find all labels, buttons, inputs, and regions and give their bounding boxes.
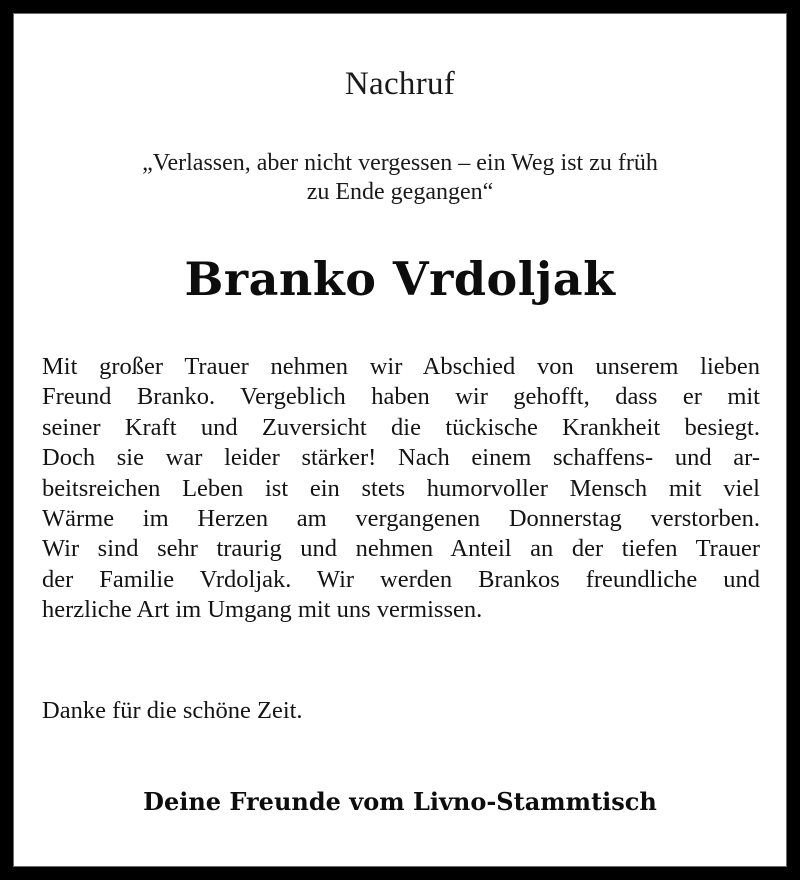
notice-heading: Nachruf [344, 66, 456, 102]
body-line: Doch sie war leider stärker! Nach einem schaffens- und ar- [42, 444, 760, 472]
deceased-name: Branko Vrdoljak [184, 252, 616, 306]
body-line: Wärme im Herzen am vergangenen Donnerstag verstorben. [42, 504, 760, 532]
body-line: seiner Kraft und Zuversicht die tückische Krankheit besiegt. [42, 413, 760, 441]
quote-line: „Verlassen, aber nicht vergessen – ein Weg ist zu früh [142, 150, 658, 176]
body-line: Freund Branko. Vergeblich haben wir gehofft, dass er mit [42, 383, 760, 411]
body-line: Wir sind sehr traurig und nehmen Anteil an der tiefen Trauer [42, 535, 760, 563]
thanks-line: Danke für die schöne Zeit. [42, 697, 303, 724]
body-line: Mit großer Trauer nehmen wir Abschied von unserem lieben [42, 353, 760, 380]
obituary-body [42, 352, 760, 626]
body-line: beitsreichen Leben ist ein stets humorvoller Mensch mit viel [42, 474, 760, 502]
obituary-notice [13, 13, 787, 867]
memorial-quote [14, 149, 786, 207]
body-line: der Familie Vrdoljak. Wir werden Brankos freundliche und [42, 565, 760, 593]
signature: Deine Freunde vom Livno-Stammtisch [143, 787, 657, 816]
quote-line: zu Ende gegangen“ [306, 179, 494, 205]
body-line: herzliche Art im Umgang mit uns vermissen. [42, 596, 483, 624]
